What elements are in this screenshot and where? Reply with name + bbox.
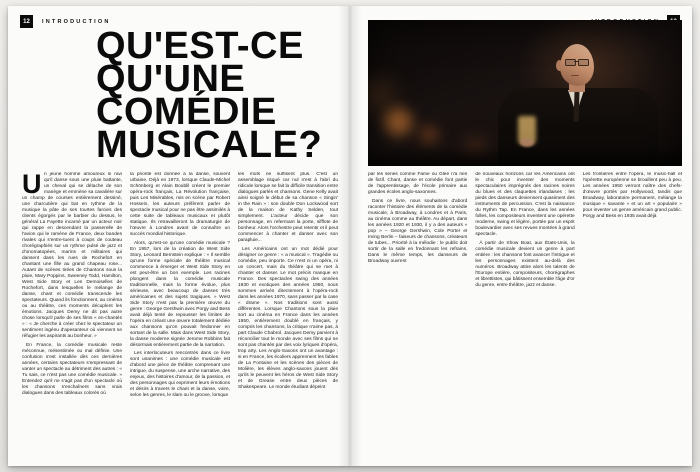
right-column-1 bbox=[368, 172, 467, 462]
paragraph: Les interlocuteurs rencontrés dans ce livre sont unanimes : une comédie musicale est d'abord une pièce de théâtre comprenant une intrigue, du suspense, une arche narrative, des enjeux, des histoires d'amour, de la passion, et des personnages qui expriment leurs émotions et désirs à travers le chant et la danse, voire, selon les genres, le slam ou le groove, lorsque bbox=[130, 351, 230, 398]
event-photo bbox=[368, 20, 682, 166]
left-column-1 bbox=[22, 172, 122, 462]
photo-vignette bbox=[368, 20, 682, 166]
paragraph: Dans ce livre, nous souhaitons d'abord raconter l'histoire des éléments de la comédie musicale, à Broadway, à Londres et à Paris, au cinéma comme au théâtre. Au départ, dans les années 1920 et 1930, il y a des auteurs « pop » – George Gershwin, Cole Porter et Irving Berlin – faiseurs de chansons, créateurs de tubes... Priorité à la mélodie : le public doit sortir de la salle en fredonnant les refrains. Dans le même temps, les danseurs de Broadway ouvrent bbox=[368, 198, 468, 264]
page-number-left: 12 bbox=[20, 15, 33, 28]
title-line-2: QU'UNE bbox=[96, 58, 246, 100]
left-page-text-columns bbox=[22, 172, 338, 462]
page-gutter bbox=[338, 6, 362, 466]
paragraph: Les frontières entre l'opéra, le music-hall et l'opérette européenne se brouillent peu à peu. Les années 1950 verront naître des chefs-d'œuvre portés par Hollywood, tandis que Broadway, laboratoire permanent, mélange la musique « savante » et un art « populaire » pour inventer un genre américain grand public. Porgy and Bess en 1935 avait déjà bbox=[582, 172, 682, 219]
running-head-left: INTRODUCTION bbox=[42, 19, 111, 25]
paragraph: Les Américains ont un mot dédié pour désigner ce genre : « a musical ». Tragédie ou comédie, peu importe. Ce n'est ni un opéra, ni un concert, mais du théâtre qui se met à chanter et danser. Le mot précis manque en France. Des spectacles swing des années 1930 et exotiques des années 1950, nous sommes arrivés directement à l'opéra-rock dans les années 1970, sans passer par la case « drame ». Nos traditions sont aussi différentes. Lorsque Chantons sous la pluie sort au cinéma en France dans les années 1950, entièrement doublé en français, y compris les chansons, la critique n'aime pas, à part Claude Chabrol. Jacques Demy parvient à réconcilier tout le monde avec ses films qui ne sont pas chantés par des voix lyriques d'opéra, trop arty. Les Anglo-Saxons ont un avantage : si en France, les écoliers apprennent les fables de La Fontaine et les scènes des pièces de Molière, les élèves anglo-saxons jouent dès qu'ils le peuvent les héros de West Side Story et de Grease entre deux pièces de Shakespeare. Le monde étudiant dépeint bbox=[238, 246, 338, 390]
right-column-2 bbox=[475, 172, 574, 462]
paragraph bbox=[22, 172, 122, 340]
title-line-4: MUSICALE? bbox=[96, 124, 323, 166]
title-line-1: QU'EST-CE bbox=[96, 25, 304, 67]
right-column-3 bbox=[583, 172, 682, 462]
left-column-2 bbox=[130, 172, 230, 462]
right-page-text-columns bbox=[368, 172, 682, 462]
drop-cap: U bbox=[22, 172, 42, 199]
spread bbox=[8, 6, 692, 466]
left-column-3 bbox=[238, 172, 338, 462]
paragraph: de nouveaux horizons car les Américains ont le chic pour inventer des moments spectaculaires imprégnés des racines noires du blues et des claquettes irlandaises ; les pieds des danseurs deviennent quasiment des instruments de percussion. C'est la naissance du Rythm Tap. En France, dans les années folles, les compositeurs inventent une opérette moderne, swing et légère, portée par un esprit boulevardier avec ses revues montées à grand spectacle. bbox=[475, 172, 575, 237]
paragraph: par les séries comme Fame ou Glee n'a rien de fictif. Chant, danse et comédie font partie de l'apprentissage, de l'école primaire aux grandes écoles anglo-saxonnes. bbox=[368, 172, 468, 195]
paragraph: À partir de Show Boat, aux États-Unis, la comédie musicale devient un genre à part entière : les chansons font avancer l'intrigue et les personnages existent au-delà des numéros. Broadway attire alors les talents de l'Europe entière, compositeurs, chorégraphes et librettistes, qui bâtissent ensemble l'âge d'or du genre, entre théâtre, jazz et danse. bbox=[475, 240, 575, 288]
page-title bbox=[96, 25, 323, 166]
paragraph: En France, la comédie musicale reste méconnue, mésestimée ou mal définie. Une confusion s'est installée dès ces dernières années, certains spectateurs s'empressant de vanter un spectacle au détriment des autres : « Tu sais, ce n'est pas une comédie musicale. » Entendez qu'il ne s'agit pas d'un spectacle où les chansons s'enchaînent sans vrais dialogues dans des tableaux colorés où bbox=[22, 342, 122, 396]
paragraph: la priorité est donnée à la danse, souvent urbaine. Déjà en 1973, lorsque Claude-Michel Schönberg et Alain Boublil créent le premier opéra-rock français, La Révolution française, puis Les Misérables, mis en scène par Robert Hossein, les auteurs préfèrent parler de spectacle musical pour ne pas être assimilés à cette suite de tableaux musicaux et plutôt statique. Ils retravailleront la dramaturgie de l'œuvre à Londres avant de connaître un succès mondial historique. bbox=[130, 172, 230, 237]
title-line-3: COMÉDIE bbox=[96, 91, 277, 133]
paragraph: Alors, qu'est-ce qu'une comédie musicale ? En 1957, lors de la création de West Side Story, Leonard Bernstein explique : « Il semble qu'une forme spéciale de théâtre musical commence à émerger et West Side Story en est peut-être un bon exemple. Les racines plongent dans la comédie musicale traditionnelle, mais la forme évolue, plus sérieuse, avec beaucoup de danses très américaines et des sujets tragiques. » West Side Story n'est pas la première œuvre du genre : George Gershwin avec Porgy and Bess avait déjà tenté de repousser les limites de l'opéra en créant une œuvre totalement dédiée aux chansons qu'on pouvait fredonner en sortant de la salle. Mais dans West Side Story, la danse moderne signée Jerome Robbins fait désormais entièrement partie de la narration. bbox=[130, 240, 230, 348]
paragraph-text: n jeune homme amoureux si ravi qu'il danse sous une pluie battante, un cheval qui se détache de son manège et emmène sa cavalière sur un champ de courses entièrement dessiné, une charcutière qui bat en rythme de la musique la pâte de ses tourtes farcies des clients égorgés par le barbier du dessus, le général La Fayette incarné par un acteur noir qui rappe en descendant la passerelle de l'avion qui le ramène de France, deux bandes rivales qui s'entre-tuent à coups de couteau chorégraphiés sur un rythme pulsé de jazz et d'onomatopées, marins et militaires qui dansent dans les rues de Rochefort en chantant une fille au grand chapeau rose... Autant de scènes tirées de Chantons sous la pluie, Mary Poppins, Sweeney Todd, Hamilton, West Side Story et Les Demoiselles de Rochefort, dans lesquelles le mélange de danse, chant et comédie transcende les spectateurs. Quand ils fonctionnent, au cinéma ou au théâtre, ces moments décuplent les émotions. Jacques Demy ne dit pas autre chose lorsqu'il parle de ses films « en-chantés » : « Je cherche à créer chez le spectateur un sentiment ingénu d'apesanteur où viennent se réfugier les aspirants au bonheur. » bbox=[22, 172, 122, 339]
paragraph: les mots ne suffisent plus. C'est un assemblage risqué car nul n'est à l'abri du ridicule lorsque se fait la difficile transition entre dialogues parlés et chansons. Gene Kelly avait ainsi soigné le début de sa chanson « Singin' in the Rain » : son double Don Lockwood sort de la maison de Kathy Selden, tout simplement. L'acteur décide que son personnage, en refermant la porte, sifflote de bonheur. Alors l'orchestre peut retentir et il peut commencer à chanter et danser avec son parapluie... bbox=[238, 172, 338, 243]
